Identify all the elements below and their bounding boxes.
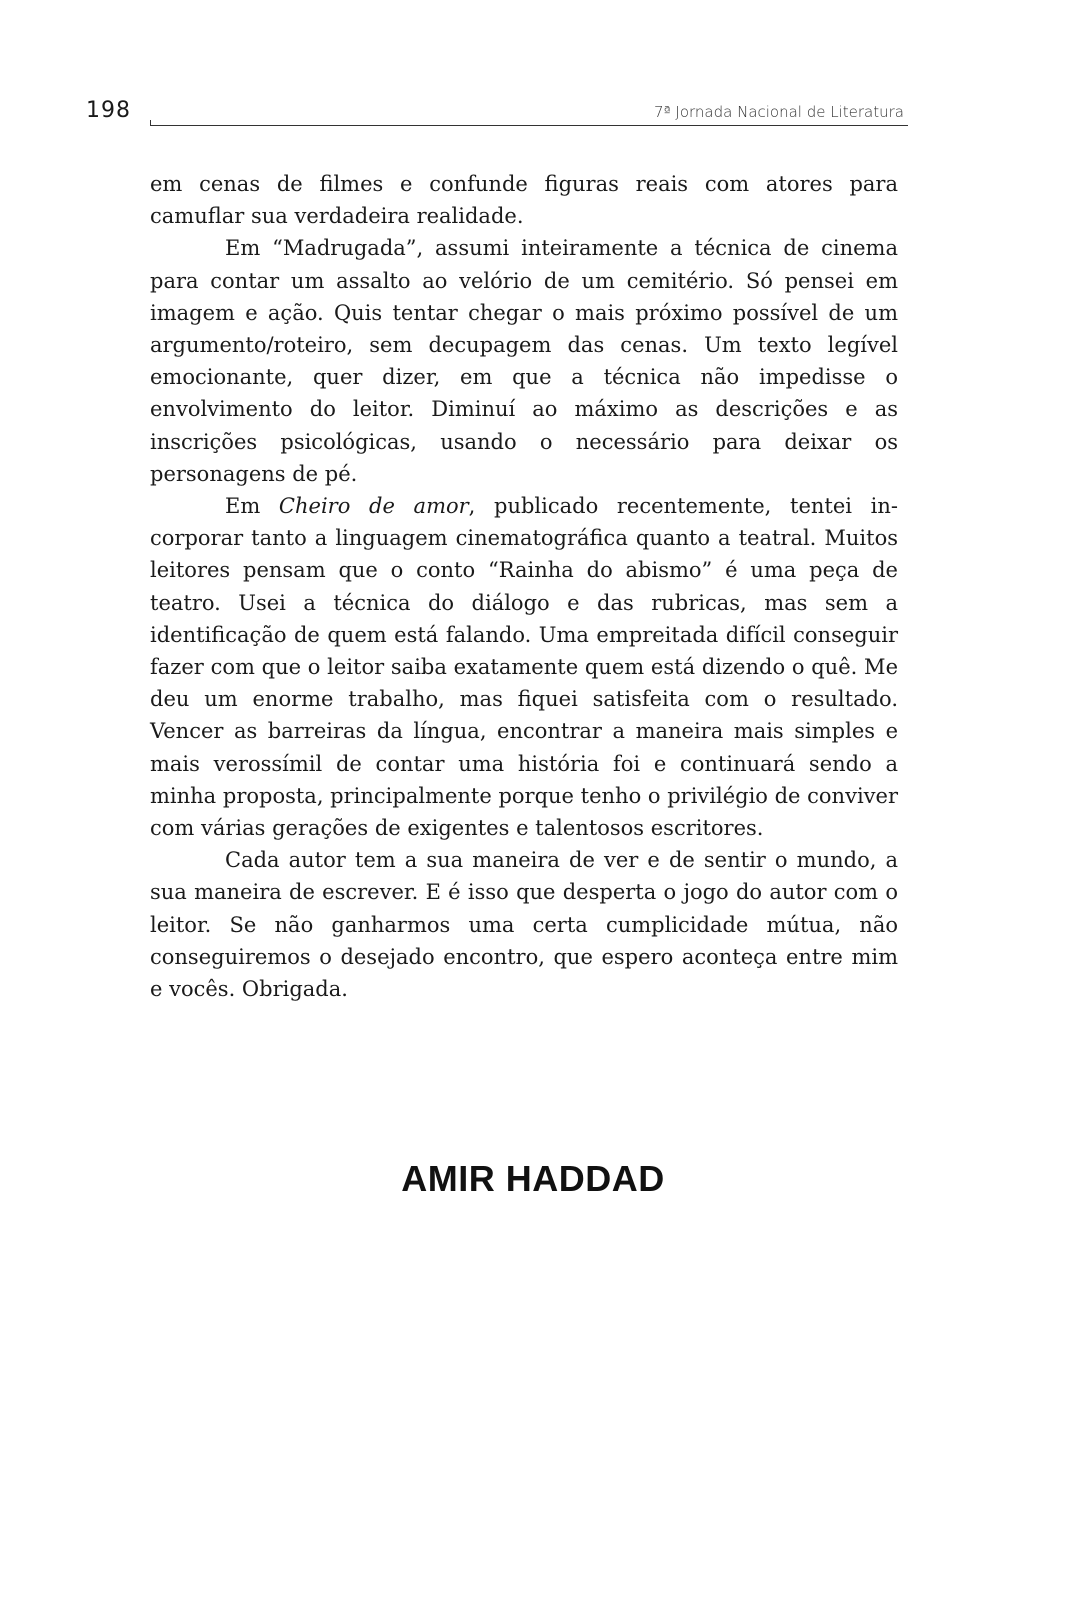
paragraph-cheiro-de-amor: [150, 490, 898, 844]
paragraph-lead: Em: [225, 494, 279, 519]
author-name-heading: AMIR HADDAD: [401, 1157, 665, 1199]
paragraph-madrugada: Em “Madrugada”, assumi inteiramente a técnica de cinema para contar um assalto ao velório de um cemitério. Só pensei em imagem e ação. Quis tentar chegar o mais próximo possível de um argumento/roteiro, sem decupagem das cenas. Um texto legível emocionante, quer dizer, em que a técnica não impedisse o envolvimento do leitor. Diminuí ao máximo as descrições e as inscrições psicológicas, usando o necessário para deixar os personagens de pé.: [150, 236, 898, 486]
header-rule: [150, 125, 908, 126]
publication-title: 7ª Jornada Nacional de Literatura: [654, 103, 904, 121]
paragraph-closing: Cada autor tem a sua maneira de ver e de sentir o mundo, a sua maneira de escrever. E é isso que desperta o jogo do autor com o leitor. Se não ganharmos uma certa cumplicidade mútua, não conseguiremos o desejado encontro, que espero aconteça entre mim e vocês. Obrigada.: [150, 848, 898, 1002]
paragraph-continuation: em cenas de filmes e confunde figuras reais com atores para camuflar sua verdadeira realidade.: [150, 172, 898, 229]
book-title: Cheiro de amor: [278, 494, 469, 519]
paragraph-rest: , publicado recentemente, tentei incorporar tanto a linguagem cinematográfica quanto a teatral. Muitos leitores pensam que o conto “Rainha do abismo” é uma peça de teatro. Usei a técnica do diálogo e das rubricas, mas sem a identificação de quem está falando. Uma empreitada difícil conseguir fazer com que o leitor saiba exatamente quem está dizendo o quê. Me deu um enorme trabalho, mas fiquei satisfeita com o resultado. Vencer as barreiras da língua, encontrar a maneira mais simples e mais verossímil de contar uma história foi e continuará sendo a minha proposta, principalmente porque tenho o privilégio de conviver com várias gerações de exigentes e talentosos escritores.: [150, 494, 899, 841]
running-head: [86, 96, 908, 130]
page-number: 198: [86, 98, 131, 123]
body-text: [150, 168, 898, 1005]
